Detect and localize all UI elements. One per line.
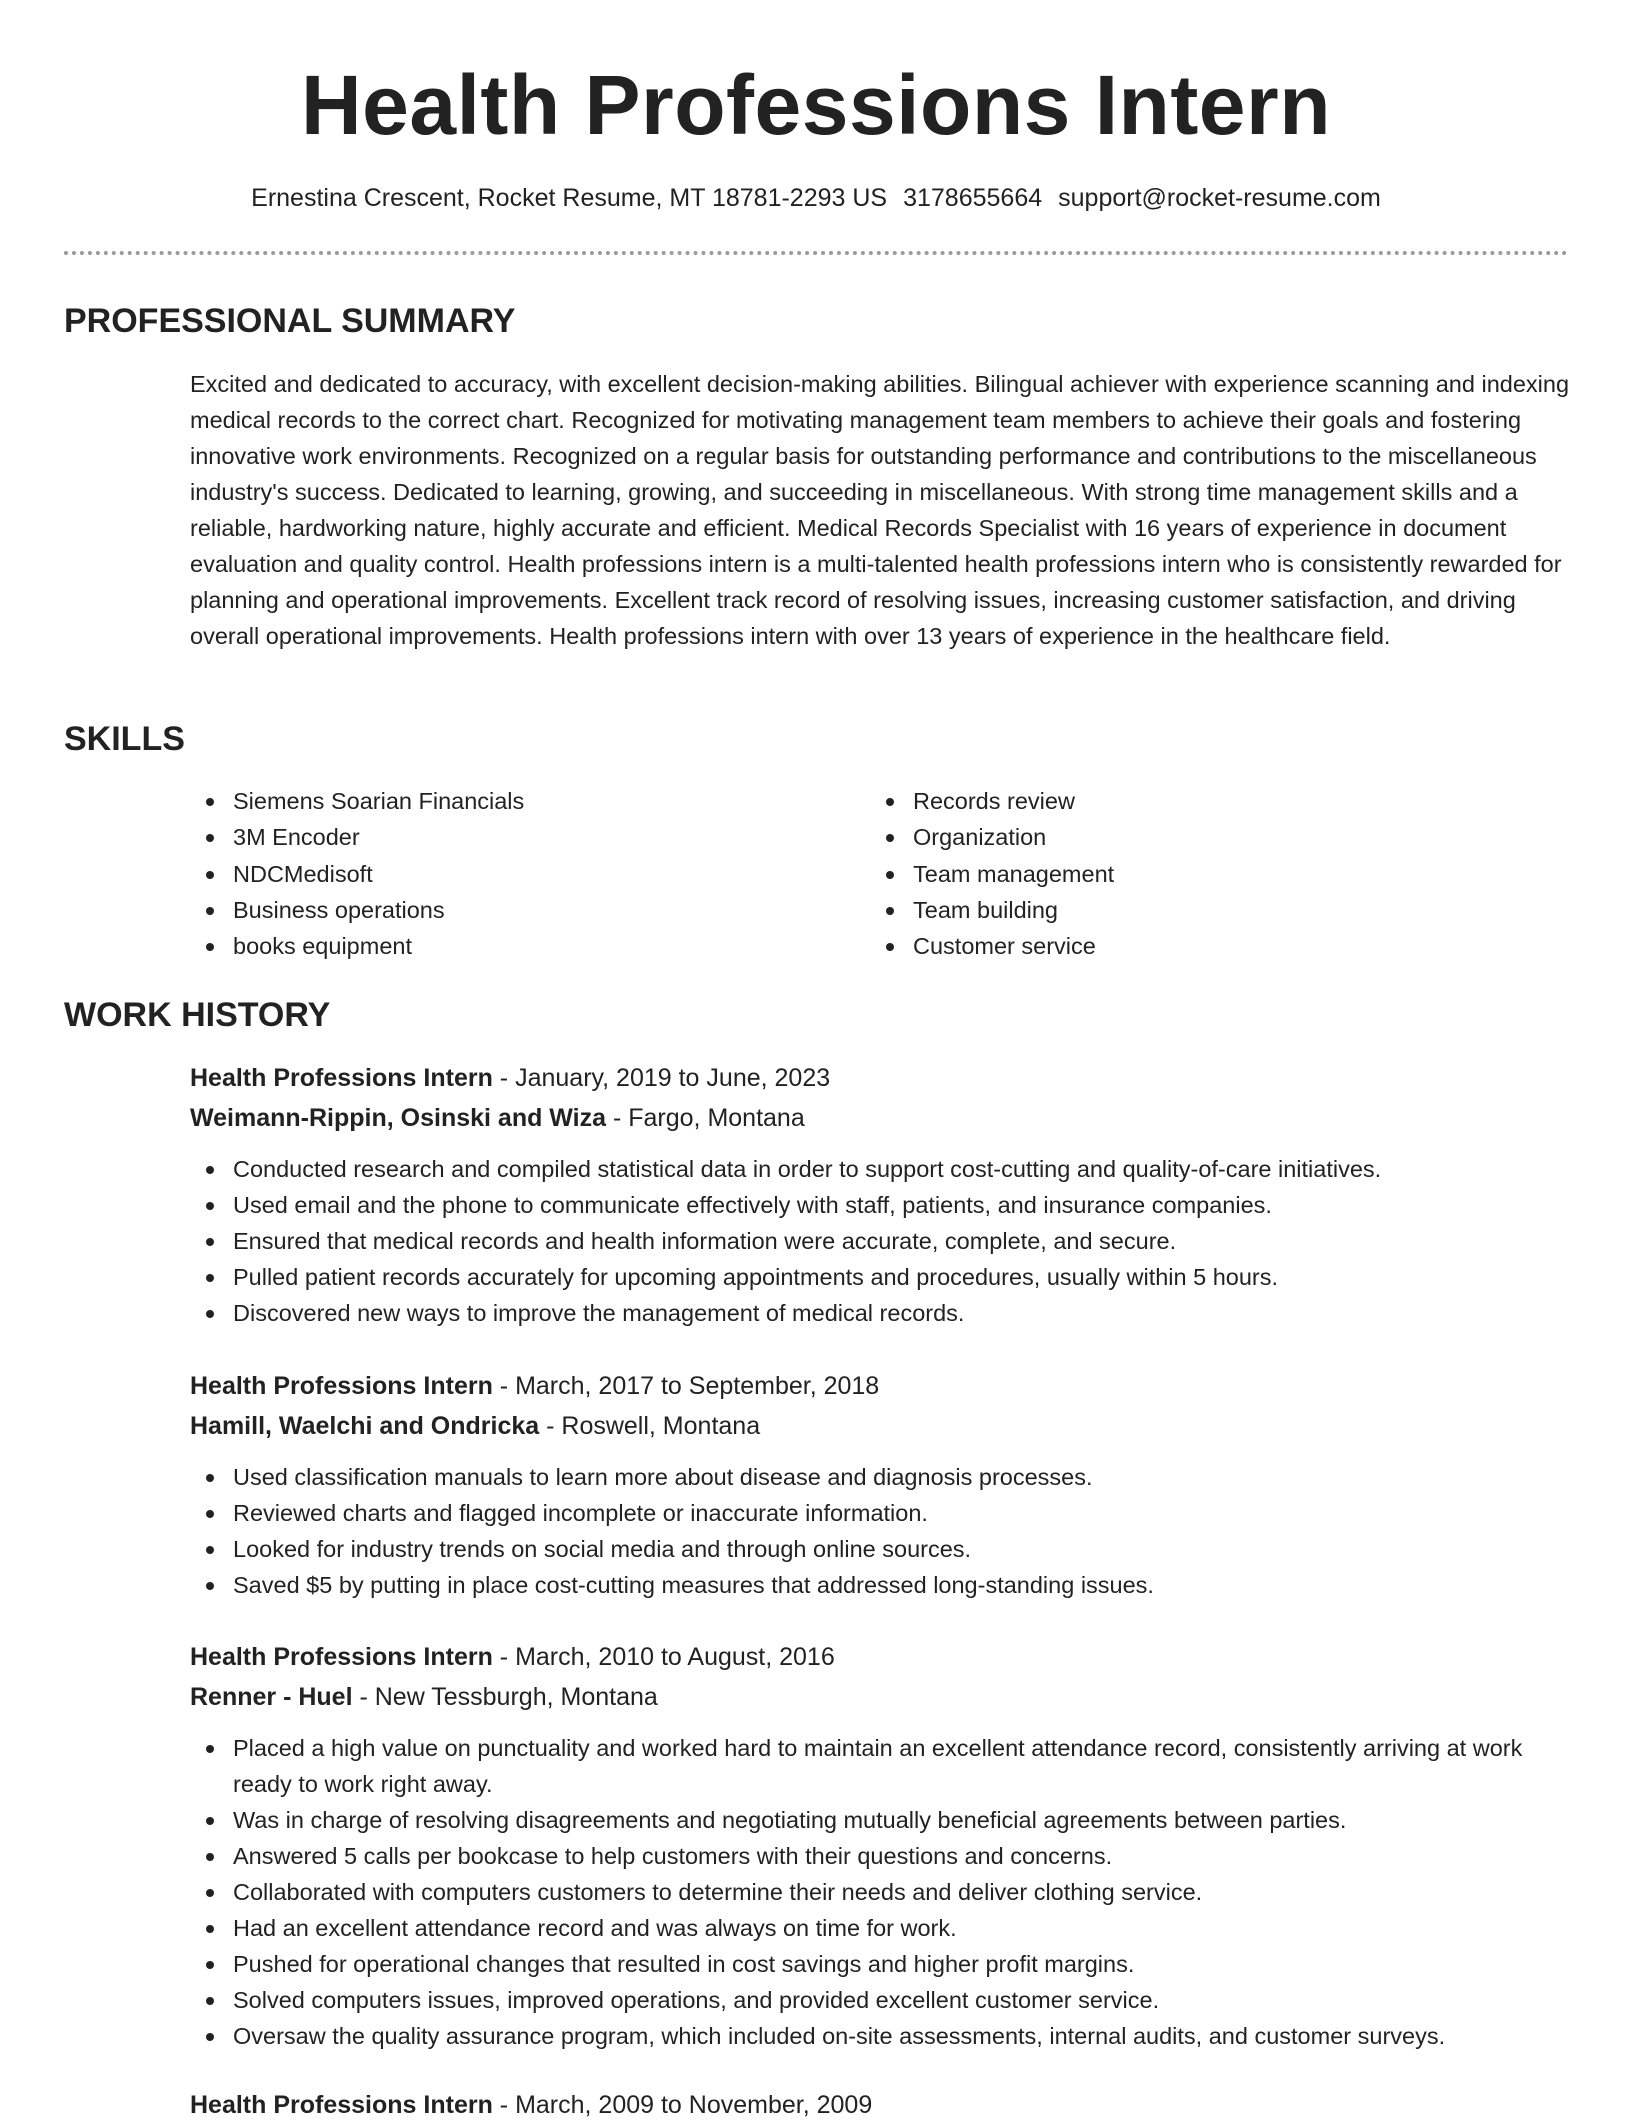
job-dates: - March, 2017 to September, 2018 [492,1372,880,1400]
skill-item: Records review [870,783,1490,819]
job-company: Hamill, Waelchi and Ondricka [190,1412,540,1440]
job-entry [190,1637,1570,2054]
job-dates: - January, 2019 to June, 2023 [492,1064,831,1092]
skill-item: books equipment [190,928,810,964]
contact-address: Ernestina Crescent, Rocket Resume, MT 18781-2293 US [251,184,888,212]
section-title-work-history: WORK HISTORY [64,996,331,1034]
job-bullet: Oversaw the quality assurance program, which included on-site assessments, internal audits, and customer surveys. [190,2018,1570,2054]
job-bullet: Discovered new ways to improve the management of medical records. [190,1295,1570,1331]
resume-title: Health Professions Intern [300,58,1332,152]
skill-item: Team building [870,892,1490,928]
skill-item: Business operations [190,892,810,928]
job-company-line [190,1098,1570,1138]
job-dates: - March, 2009 to November, 2009 [492,2091,873,2119]
job-bullet: Conducted research and compiled statistical data in order to support cost-cutting and quality-of-care initiatives. [190,1151,1570,1187]
job-bullet: Looked for industry trends on social media and through online sources. [190,1531,1570,1567]
header-divider [64,251,1568,255]
job-bullet: Pulled patient records accurately for upcoming appointments and procedures, usually within 5 hours. [190,1259,1570,1295]
job-company: Weimann-Rippin, Osinski and Wiza [190,1104,607,1132]
job-bullet: Had an excellent attendance record and was always on time for work. [190,1910,1570,1946]
job-bullet: Collaborated with computers customers to determine their needs and deliver clothing service. [190,1874,1570,1910]
skill-item: Team management [870,856,1490,892]
job-title: Health Professions Intern [190,1643,493,1671]
skill-item: 3M Encoder [190,819,810,855]
job-bullet: Reviewed charts and flagged incomplete or inaccurate information. [190,1495,1570,1531]
job-bullet: Answered 5 calls per bookcase to help customers with their questions and concerns. [190,1838,1570,1874]
job-entry [190,2085,1570,2125]
skills-list-right [870,783,1490,964]
job-bullet: Saved $5 by putting in place cost-cutting measures that addressed long-standing issues. [190,1567,1570,1603]
skills-list-left [190,783,810,964]
job-title-line [190,1637,1570,1677]
job-bullet-list [190,1730,1570,2054]
job-bullet: Used email and the phone to communicate effectively with staff, patients, and insurance companies. [190,1187,1570,1223]
skill-item: Organization [870,819,1490,855]
job-title: Health Professions Intern [190,1064,493,1092]
contact-email: support@rocket-resume.com [1058,184,1381,212]
job-title-line [190,1366,1570,1406]
job-title-line [190,2085,1570,2125]
job-company: Renner - Huel [190,1683,353,1711]
job-location: - Fargo, Montana [606,1104,805,1132]
skill-item: Customer service [870,928,1490,964]
job-title-line [190,1058,1570,1098]
job-bullet: Used classification manuals to learn more about disease and diagnosis processes. [190,1459,1570,1495]
job-title: Health Professions Intern [190,2091,493,2119]
skill-item: Siemens Soarian Financials [190,783,810,819]
job-bullet: Ensured that medical records and health information were accurate, complete, and secure. [190,1223,1570,1259]
job-dates: - March, 2010 to August, 2016 [492,1643,835,1671]
skill-item: NDCMedisoft [190,856,810,892]
job-entry [190,1058,1570,1331]
job-bullet: Pushed for operational changes that resulted in cost savings and higher profit margins. [190,1946,1570,1982]
job-company-line [190,1677,1570,1717]
summary-text: Excited and dedicated to accuracy, with excellent decision-making abilities. Bilingual achiever with experience scanning and indexing medical records to the correct chart. Recognized for motivating management team members to achieve their goals and fostering innovative work environments. Recognized on a regular basis for outstanding performance and contributions to the miscellaneous industry's success. Dedicated to learning, growing, and succeeding in miscellaneous. With strong time management skills and a reliable, hardworking nature, highly accurate and efficient. Medical Records Specialist with 16 years of experience in document evaluation and quality control. Health professions intern is a multi-talented health professions intern who is consistently rewarded for planning and operational improvements. Excellent track record of resolving issues, increasing customer satisfaction, and driving overall operational improvements. Health professions intern with over 13 years of experience in the healthcare field. [190,371,1570,649]
job-location: - New Tessburgh, Montana [352,1683,658,1711]
job-bullet-list [190,1151,1570,1331]
job-bullet: Solved computers issues, improved operations, and provided excellent customer service. [190,1982,1570,2018]
contact-phone: 3178655664 [903,184,1043,212]
section-title-summary: PROFESSIONAL SUMMARY [64,302,516,340]
job-location: - Roswell, Montana [539,1412,761,1440]
contact-line [0,180,1632,216]
section-title-skills: SKILLS [64,720,185,758]
job-bullet: Placed a high value on punctuality and worked hard to maintain an excellent attendance record, consistently arriving at work ready to work right away. [190,1730,1570,1802]
job-title: Health Professions Intern [190,1372,493,1400]
job-bullet: Was in charge of resolving disagreements and negotiating mutually beneficial agreements between parties. [190,1802,1570,1838]
job-entry [190,1366,1570,1603]
job-bullet-list [190,1459,1570,1603]
job-company-line [190,1406,1570,1446]
